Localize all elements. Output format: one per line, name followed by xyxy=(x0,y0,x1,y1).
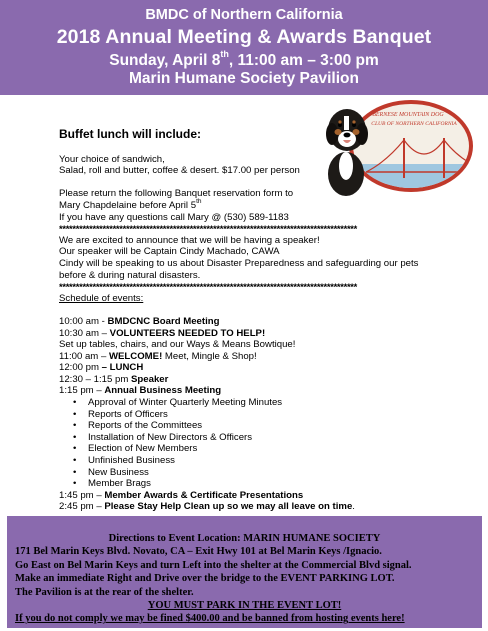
schedule-item: 1:15 pm – Annual Business Meeting xyxy=(59,385,222,397)
buffet-line-2: Salad, roll and butter, coffee & desert. $17.00 per person xyxy=(59,165,300,177)
speaker-line-3: Cindy will be speaking to us about Disaster Preparedness and safeguarding our pets xyxy=(59,257,419,269)
event-details xyxy=(59,129,459,513)
reservation-line-3: If you have any questions call Mary @ (530) 589-1183 xyxy=(59,211,289,223)
schedule-item: 10:00 am - BMDCNC Board Meeting xyxy=(59,315,220,327)
schedule-item: Set up tables, chairs, and our Ways & Means Bowtique! xyxy=(59,339,296,351)
event-title: 2018 Annual Meeting & Awards Banquet xyxy=(56,26,432,48)
logo-text-2: CLUB OF NORTHERN CALIFORNIA xyxy=(371,121,457,127)
directions-box xyxy=(7,516,482,628)
agenda-list xyxy=(59,397,459,490)
directions-title: Directions to Event Location: MARIN HUMANE SOCIETY xyxy=(108,533,381,544)
speaker-line-1: We are excited to announce that we will be having a speaker! xyxy=(59,234,320,246)
reservation-line-1: Please return the following Banquet reservation form to xyxy=(59,188,294,200)
agenda-item: • Approval of Winter Quarterly Meeting Minutes xyxy=(73,397,459,409)
event-date: Sunday, April 8th, 11:00 am – 3:00 pm xyxy=(109,49,379,70)
agenda-item: • Reports of the Committees xyxy=(73,420,459,432)
directions-line: The Pavilion is at the rear of the shelter. xyxy=(15,586,194,598)
schedule-item: 10:30 am – VOLUNTEERS NEEDED TO HELP! xyxy=(59,327,266,339)
header-banner xyxy=(0,0,488,95)
schedule-item: 1:45 pm – Member Awards & Certificate Presentations xyxy=(59,489,304,501)
agenda-item: • New Business xyxy=(73,467,459,479)
schedule-item: 11:00 am – WELCOME! Meet, Mingle & Shop! xyxy=(59,350,257,362)
schedule-heading: Schedule of events: xyxy=(59,292,144,304)
agenda-item: • Reports of Officers xyxy=(73,409,459,421)
parking-warning: If you do not comply we may be fined $400.00 and be banned from hosting events here! xyxy=(15,613,405,625)
schedule-item: 2:45 pm – Please Stay Help Clean up so we may all leave on time. xyxy=(59,501,355,513)
separator-1: ***************************************************************************************** xyxy=(59,223,358,235)
agenda-item: • Election of New Members xyxy=(73,443,459,455)
speaker-line-4: before & during natural disasters. xyxy=(59,269,201,281)
parking-notice: YOU MUST PARK IN THE EVENT LOT! xyxy=(147,600,342,612)
buffet-heading: Buffet lunch will include: xyxy=(59,127,201,141)
speaker-line-2: Our speaker will be Captain Cindy Machado, CAWA xyxy=(59,246,280,258)
agenda-item: • Installation of New Directors & Officers xyxy=(73,432,459,444)
org-name: BMDC of Northern California xyxy=(145,7,343,23)
directions-line: Make an immediate Right and Drive over the bridge to the EVENT PARKING LOT. xyxy=(15,573,395,585)
schedule-item: 12:30 – 1:15 pm Speaker xyxy=(59,373,169,385)
logo-text-1: BERNESE MOUNTAIN DOG xyxy=(372,112,444,118)
agenda-item: • Member Brags xyxy=(73,478,459,490)
separator-2: ***************************************************************************************** xyxy=(59,281,358,293)
reservation-line-2: Mary Chapdelaine before April 5th xyxy=(59,197,202,211)
directions-line: Go East on Bel Marin Keys and turn Left into the shelter at the Commercial Blvd signal. xyxy=(15,559,412,571)
directions-line: 171 Bel Marin Keys Blvd. Novato, CA – Exit Hwy 101 at Bel Marin Keys /Ignacio. xyxy=(15,546,382,558)
agenda-item: • Unfinished Business xyxy=(73,455,459,467)
schedule-item: 12:00 pm – LUNCH xyxy=(59,362,144,374)
buffet-line-1: Your choice of sandwich, xyxy=(59,153,165,165)
event-venue: Marin Humane Society Pavilion xyxy=(129,70,359,87)
